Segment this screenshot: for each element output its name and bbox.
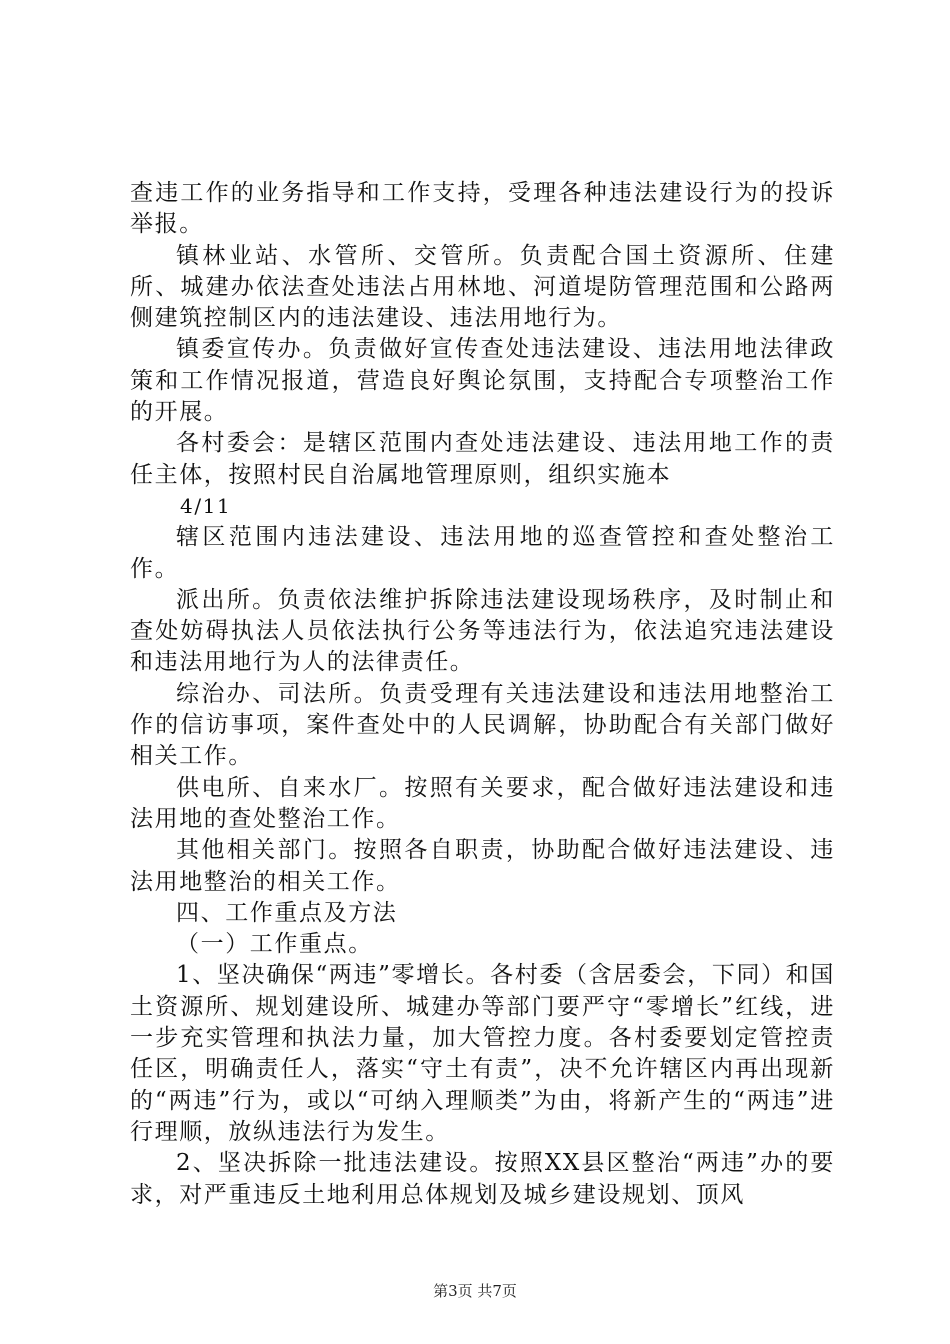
paragraph: 镇委宣传办。负责做好宣传查处违法建设、违法用地法律政策和工作情况报道，营造良好舆论氛围，支持配合专项整治工作的开展。 bbox=[130, 336, 835, 426]
paragraph: 辖区范围内违法建设、违法用地的巡查管控和查处整治工作。 bbox=[130, 524, 835, 582]
paragraph: 1、坚决确保“两违”零增长。各村委（含居委会，下同）和国土资源所、规划建设所、城建办等部门要严守“零增长”红线，进一步充实管理和执法力量，加大管控力度。各村委要划定管控责任区，明确责任人，落实“守土有责”，决不允许辖区内再出现新的“两违”行为，或以“可纳入理顺类”为由，将新产生的“两违”进行理顺，放纵违法行为发生。 bbox=[130, 962, 835, 1145]
inline-page-marker: 4/11 bbox=[180, 493, 232, 518]
paragraph: 其他相关部门。按照各自职责，协助配合做好违法建设、违法用地整治的相关工作。 bbox=[130, 837, 835, 895]
paragraph: 2、坚决拆除一批违法建设。按照XX县区整治“两违”办的要求，对严重违反土地利用总体规划及城乡建设规划、顶风 bbox=[130, 1150, 835, 1208]
subsection-heading: （一）工作重点。 bbox=[176, 931, 373, 958]
paragraph: 派出所。负责依法维护拆除违法建设现场秩序，及时制止和查处妨碍执法人员依法执行公务等违法行为，依法追究违法建设和违法用地行为人的法律责任。 bbox=[130, 586, 835, 676]
section-heading: 四、工作重点及方法 bbox=[176, 899, 398, 926]
paragraph: 查违工作的业务指导和工作支持，受理各种违法建设行为的投诉举报。 bbox=[130, 180, 835, 238]
paragraph: 镇林业站、水管所、交管所。负责配合国土资源所、住建所、城建办依法查处违法占用林地、河道堤防管理范围和公路两侧建筑控制区内的违法建设、违法用地行为。 bbox=[130, 242, 835, 332]
page-footer: 第3页 共7页 bbox=[433, 1282, 517, 1300]
document-body bbox=[130, 178, 835, 1211]
paragraph: 各村委会：是辖区范围内查处违法建设、违法用地工作的责任主体，按照村民自治属地管理原则，组织实施本 bbox=[130, 430, 835, 488]
paragraph: 供电所、自来水厂。按照有关要求，配合做好违法建设和违法用地的查处整治工作。 bbox=[130, 774, 835, 832]
paragraph: 综治办、司法所。负责受理有关违法建设和违法用地整治工作的信访事项，案件查处中的人民调解，协助配合有关部门做好相关工作。 bbox=[130, 680, 835, 770]
